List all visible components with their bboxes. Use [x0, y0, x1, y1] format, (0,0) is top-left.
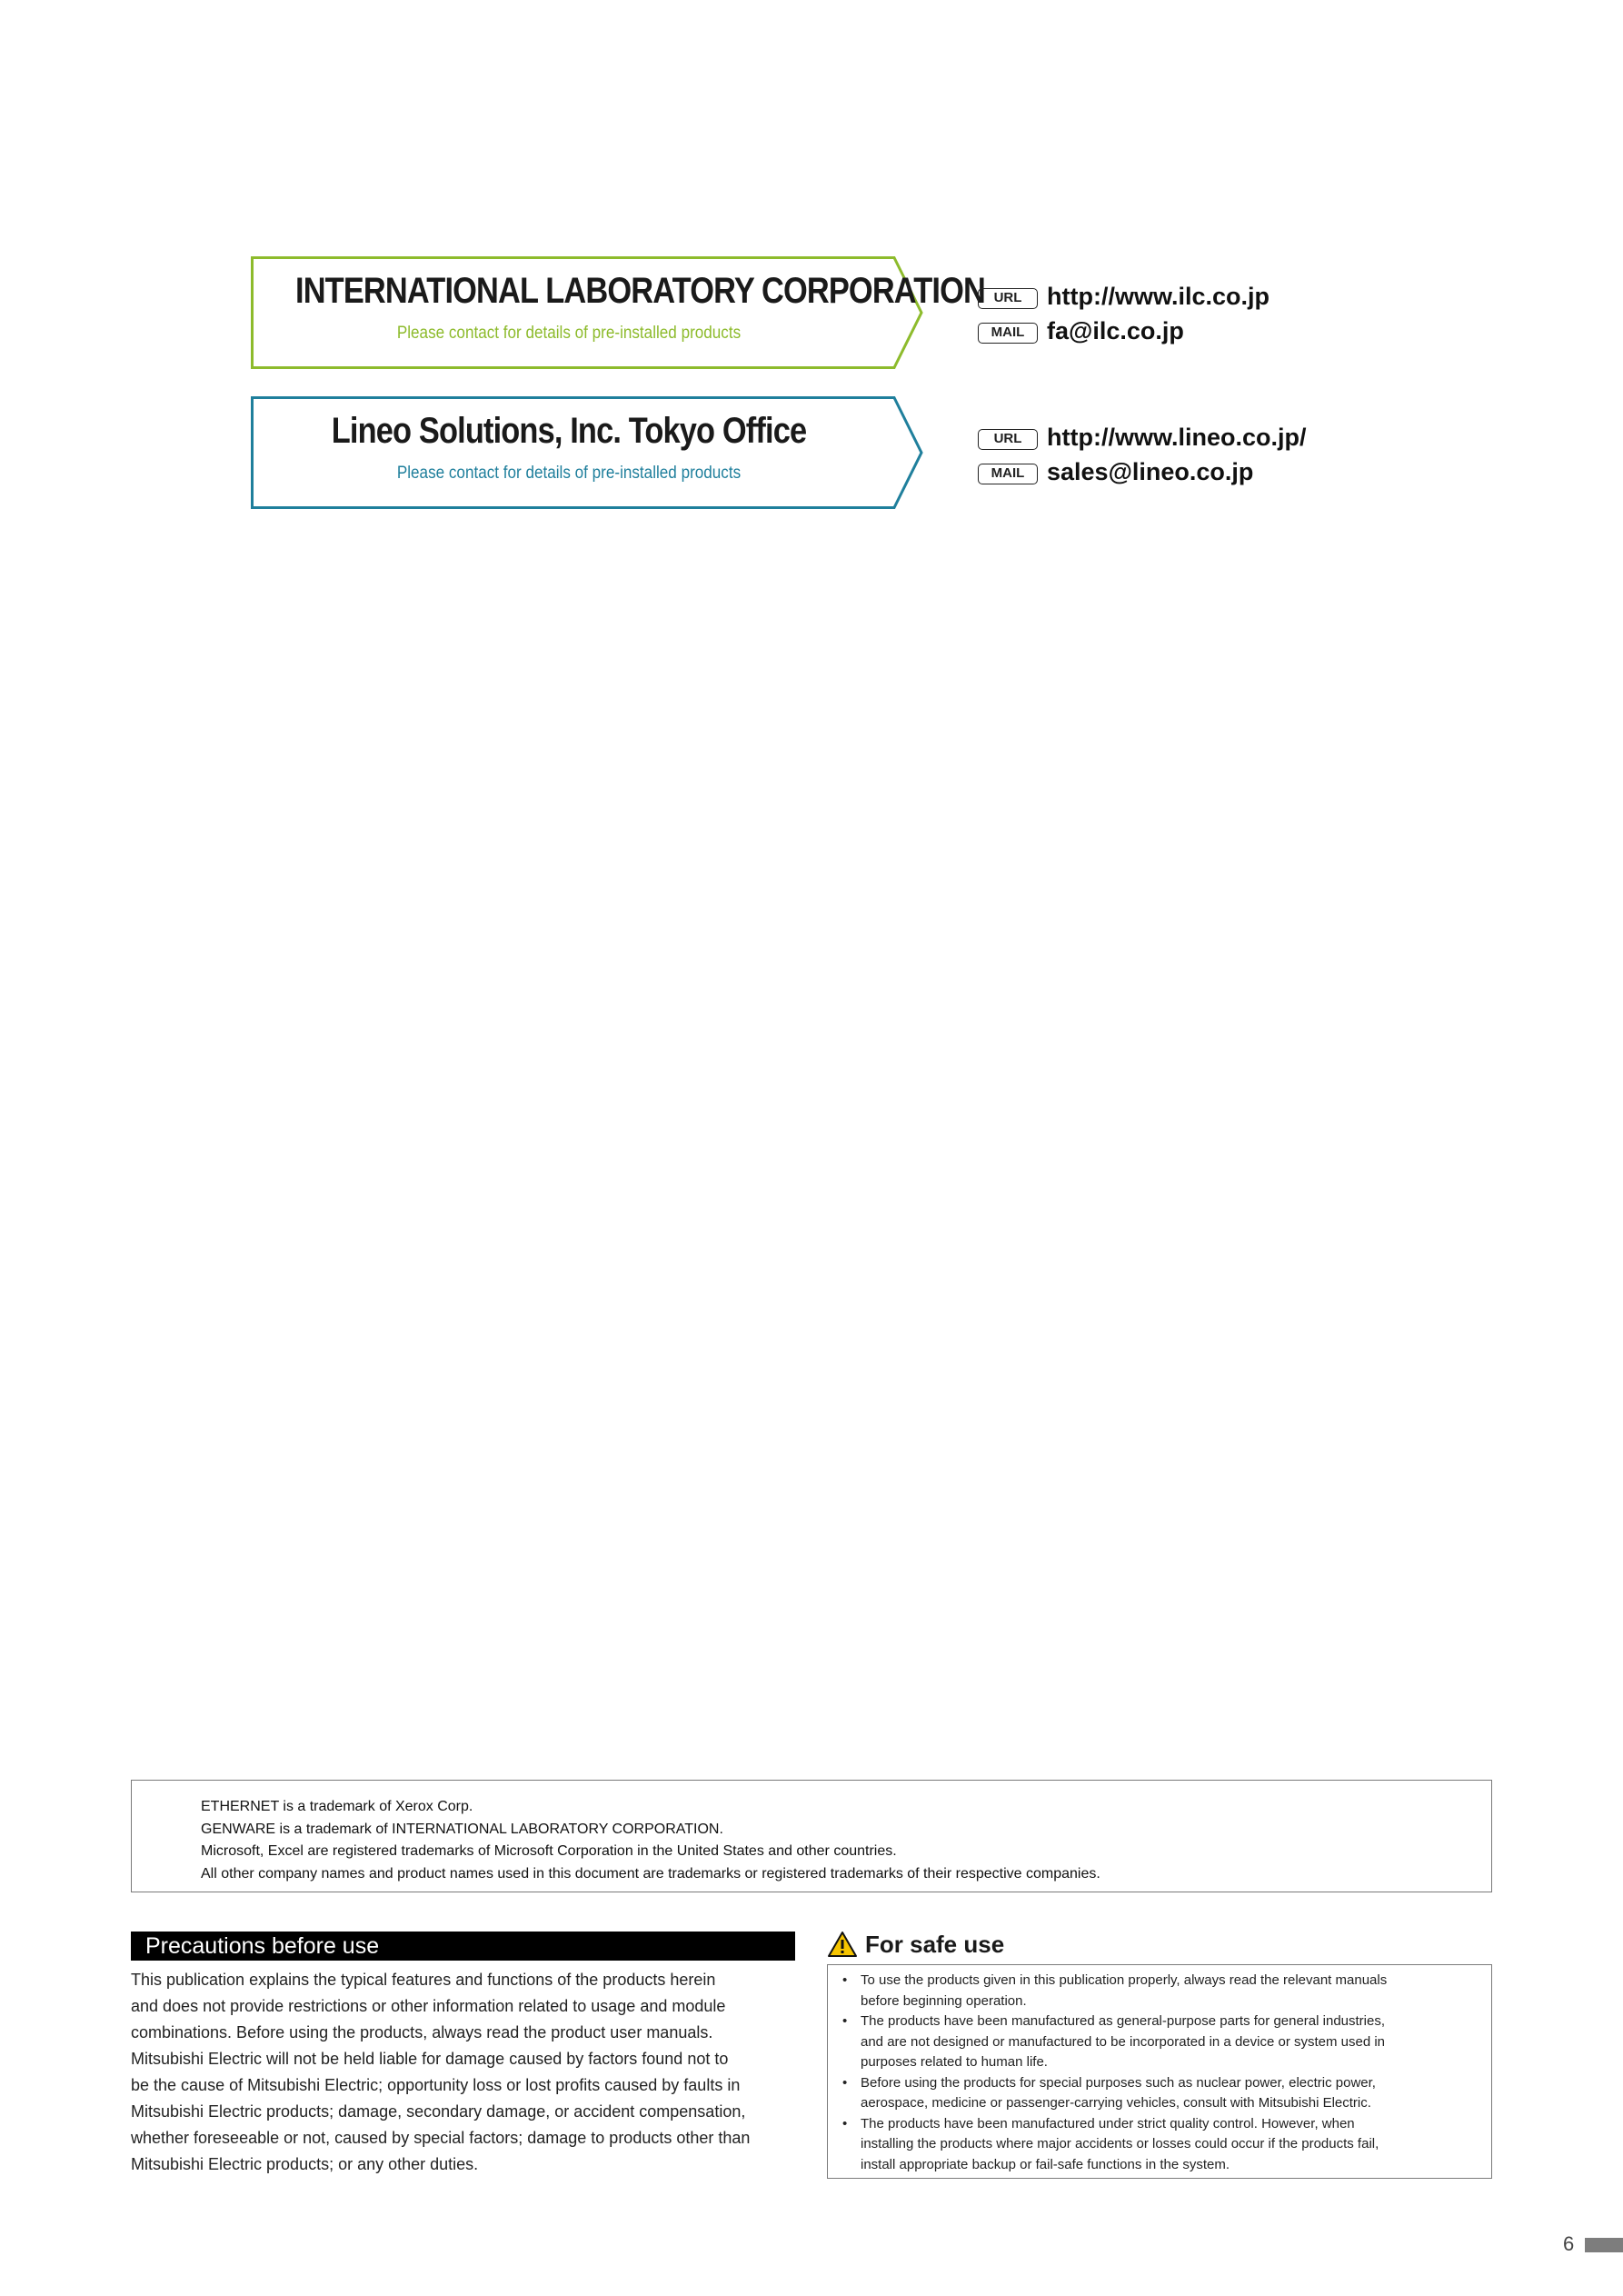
vendor-name: INTERNATIONAL LABORATORY CORPORATION [295, 271, 985, 311]
vendor-note: Please contact for details of pre-installed products [396, 464, 742, 483]
safe-use-line: purposes related to human life. [861, 2054, 1048, 2070]
safe-use-item [842, 1971, 1480, 2011]
safe-use-item [842, 2114, 1480, 2176]
url-link[interactable]: http://www.ilc.co.jp [1047, 283, 1270, 310]
precautions-heading: Precautions before use [131, 1932, 795, 1961]
safe-use-line: and are not designed or manufactured to be incorporated in a device or system used in [861, 2033, 1386, 2050]
vendor-note: Please contact for details of pre-installed products [396, 324, 742, 343]
mail-link[interactable]: fa@ilc.co.jp [1047, 317, 1184, 344]
precautions-line: whether foreseeable or not, caused by special factors; damage to products other than [131, 2129, 751, 2147]
precautions-line: combinations. Before using the products, always read the product user manuals. [131, 2023, 713, 2041]
trademark-line: ETHERNET is a trademark of Xerox Corp. [201, 1799, 473, 1814]
vendor-name: Lineo Solutions, Inc. Tokyo Office [331, 411, 807, 451]
url-tag: URL [978, 288, 1038, 309]
precautions-line: and does not provide restrictions or other information related to usage and module [131, 1997, 726, 2015]
trademark-line: Microsoft, Excel are registered trademarks of Microsoft Corporation in the United States and other countries. [201, 1843, 897, 1859]
precautions-line: Mitsubishi Electric will not be held liable for damage caused by factors found not to [131, 2050, 729, 2068]
precautions-line: be the cause of Mitsubishi Electric; opportunity loss or lost profits caused by faults in [131, 2076, 741, 2094]
precautions-line: Mitsubishi Electric products; or any other duties. [131, 2155, 479, 2173]
precautions-line: This publication explains the typical features and functions of the products herein [131, 1971, 716, 1989]
mail-link[interactable]: sales@lineo.co.jp [1047, 458, 1254, 485]
bullet: • [842, 1972, 848, 1988]
page-number: 6 [1563, 2232, 1575, 2255]
safe-use-item [842, 2073, 1480, 2114]
precautions-line: Mitsubishi Electric products; damage, secondary damage, or accident compensation, [131, 2102, 746, 2121]
bullet: • [842, 2115, 848, 2131]
safe-use-line: The products have been manufactured under strict quality control. However, when [861, 2115, 1355, 2131]
safe-use-title: For safe use [865, 1931, 1005, 1958]
trademark-line: All other company names and product names used in this document are trademarks or registered trademarks of their respective companies. [201, 1865, 1100, 1882]
bullet: • [842, 2074, 848, 2091]
safe-use-line: To use the products given in this publication properly, always read the relevant manuals [861, 1972, 1388, 1988]
safe-use-line: install appropriate backup or fail-safe functions in the system. [861, 2156, 1230, 2172]
trademark-notice [131, 1780, 1492, 1892]
safe-use-line: Before using the products for special purposes such as nuclear power, electric power, [861, 2074, 1376, 2091]
bullet: • [842, 2013, 848, 2029]
safe-use-line: aerospace, medicine or passenger-carrying vehicles, consult with Mitsubishi Electric. [861, 2095, 1371, 2111]
url-link[interactable]: http://www.lineo.co.jp/ [1047, 424, 1307, 451]
warning-icon [827, 1931, 858, 1958]
safe-use-line: before beginning operation. [861, 1992, 1027, 2009]
safe-use-line: The products have been manufactured as general-purpose parts for general industries, [861, 2013, 1386, 2029]
trademark-line: GENWARE is a trademark of INTERNATIONAL LABORATORY CORPORATION. [201, 1821, 723, 1837]
vendor-card-lineo [251, 396, 923, 509]
safe-use-item [842, 2011, 1480, 2073]
safe-use-line: installing the products where major accidents or losses could occur if the products fail, [861, 2136, 1379, 2151]
url-tag: URL [978, 429, 1038, 450]
safe-use-list [827, 1964, 1492, 2179]
mail-tag: MAIL [978, 323, 1038, 344]
vendor-card-ilc [251, 256, 985, 369]
precautions-text [131, 1967, 803, 2178]
mail-tag: MAIL [978, 464, 1038, 484]
page-marker [1585, 2238, 1623, 2252]
